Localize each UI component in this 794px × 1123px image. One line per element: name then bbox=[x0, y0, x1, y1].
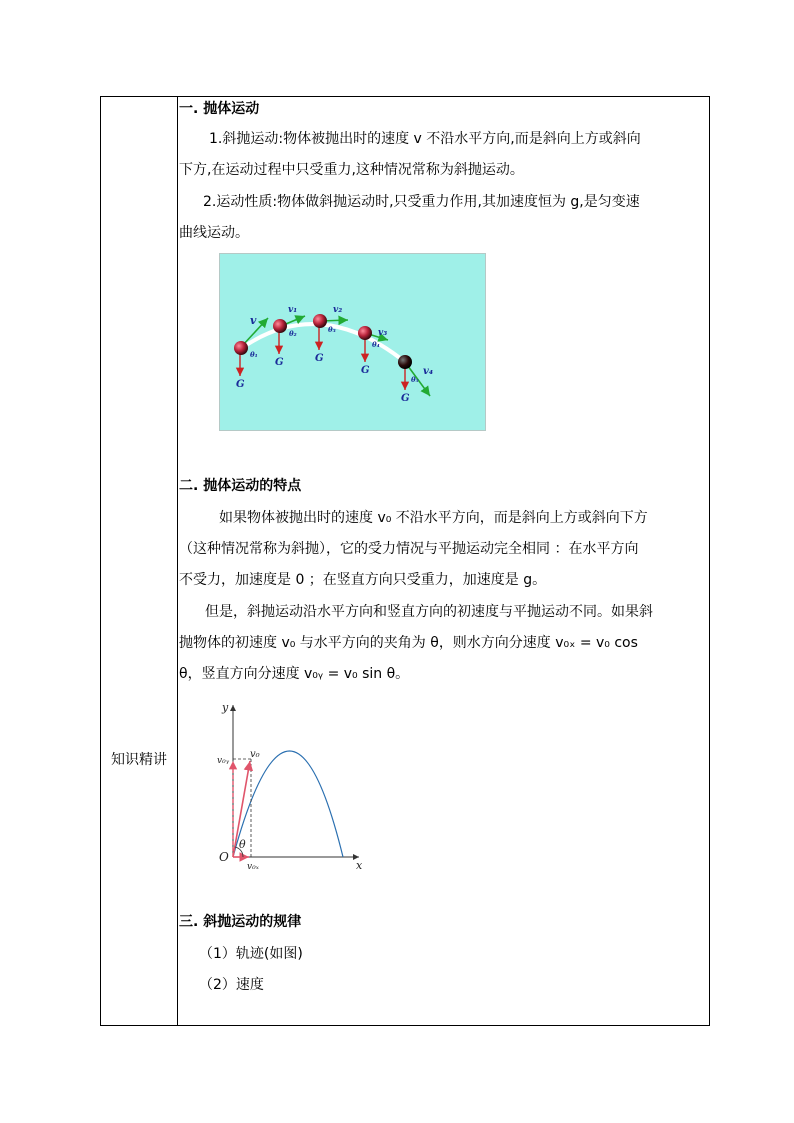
section2-p2-line3: θ，竖直方向分速度 v₀ᵧ = v₀ sin θ。 bbox=[179, 666, 410, 682]
section1-title: 一. 抛体运动 bbox=[179, 101, 260, 117]
velocity-label: v₃ bbox=[378, 328, 388, 338]
velocity-decomposition-figure bbox=[219, 697, 379, 877]
section1-p1-line2: 下方,在运动过程中只受重力,这种情况常称为斜抛运动。 bbox=[179, 162, 524, 178]
gravity-label: G bbox=[236, 379, 245, 390]
velocity-label: v bbox=[250, 314, 257, 327]
angle-label: θ₄ bbox=[372, 340, 380, 349]
gravity-label: G bbox=[401, 393, 410, 404]
projectile-motion-figure bbox=[219, 253, 486, 431]
gravity-label: G bbox=[275, 357, 284, 368]
angle-label: θ₂ bbox=[289, 329, 297, 338]
ball bbox=[358, 326, 372, 340]
section3-item2: （2）速度 bbox=[199, 977, 264, 993]
velocity-label: v₄ bbox=[423, 366, 434, 377]
section1-p2-line1: 2.运动性质:物体做斜抛运动时,只受重力作用,其加速度恒为 g,是匀变速 bbox=[203, 194, 640, 210]
section2-p1-line3: 不受力，加速度是 0 ；在竖直方向只受重力，加速度是 g。 bbox=[179, 572, 547, 588]
section3-title: 三. 斜抛运动的规律 bbox=[179, 914, 302, 930]
column-divider bbox=[177, 97, 178, 1025]
section2-p1-line2: （这种情况常称为斜抛），它的受力情况与平抛运动完全相同 ：在水平方向 bbox=[179, 541, 639, 557]
ball bbox=[313, 314, 327, 328]
velocity-label: v₂ bbox=[333, 305, 343, 315]
x-axis-label: x bbox=[356, 859, 363, 872]
y-axis-label: y bbox=[222, 701, 229, 714]
projectile-motion-svg bbox=[220, 254, 485, 430]
ball bbox=[234, 341, 248, 355]
v0x-label: v₀ₓ bbox=[247, 862, 259, 872]
gravity-label: G bbox=[361, 365, 370, 376]
knowledge-table bbox=[100, 96, 710, 1026]
section2-title: 二. 抛体运动的特点 bbox=[179, 478, 302, 494]
ball bbox=[273, 319, 287, 333]
section1-p1-line1: 1.斜抛运动:物体被抛出时的速度 v 不沿水平方向,而是斜向上方或斜向 bbox=[209, 131, 641, 147]
velocity-decomposition-svg bbox=[219, 697, 379, 877]
v0-label: v₀ bbox=[250, 749, 260, 760]
angle-label: θ₁ bbox=[250, 350, 258, 359]
velocity-label: v₁ bbox=[288, 305, 298, 315]
section3-item1: （1）轨迹(如图) bbox=[199, 946, 303, 962]
angle-label: θ₃ bbox=[328, 325, 336, 334]
section2-p2-line2: 抛物体的初速度 v₀ 与水平方向的夹角为 θ，则水方向分速度 v₀ₓ = v₀ cos bbox=[179, 635, 638, 651]
section1-p2-line2: 曲线运动。 bbox=[179, 225, 249, 241]
angle-label: θ₅ bbox=[411, 375, 419, 384]
section2-p1-line1: 如果物体被抛出时的速度 v₀ 不沿水平方向，而是斜向上方或斜向下方 bbox=[219, 510, 648, 526]
origin-label: O bbox=[219, 850, 229, 864]
ball bbox=[398, 355, 412, 369]
gravity-label: G bbox=[315, 353, 324, 364]
section2-p2-line1: 但是，斜抛运动沿水平方向和竖直方向的初速度与平抛运动不同。如果斜 bbox=[205, 604, 653, 620]
theta-label: θ bbox=[239, 838, 246, 851]
v0y-label: v₀ᵧ bbox=[217, 756, 230, 766]
row-label: 知识精讲 bbox=[111, 752, 167, 768]
